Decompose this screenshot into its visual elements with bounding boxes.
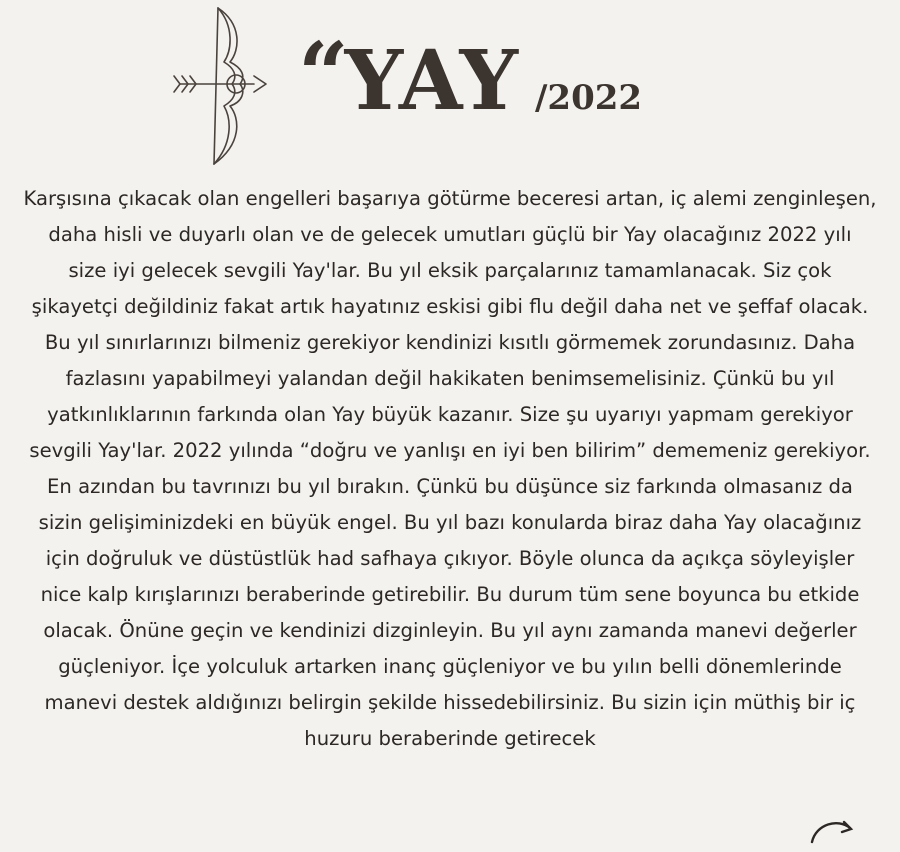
paragraph-line: daha hisli ve duyarlı olan ve de gelecek umutları güçlü bir Yay olacağınız 2022 yılı: [48, 223, 852, 246]
paragraph-line: olacak. Önüne geçin ve kendinizi dizginleyin. Bu yıl aynı zamanda manevi değerler: [43, 619, 857, 642]
page-title: [298, 22, 643, 144]
paragraph-line: size iyi gelecek sevgili Yay'lar. Bu yıl eksik parçalarınız tamamlanacak. Siz çok: [68, 259, 832, 282]
paragraph-line: güçleniyor. İçe yolculuk artarken inanç güçleniyor ve bu yılın belli dönemlerinde: [58, 655, 842, 678]
paragraph-line: için doğruluk ve düstüstlük had safhaya çıkıyor. Böyle olunca da açıkça söyleyişler: [45, 547, 855, 570]
paragraph-line: yatkınlıklarının farkında olan Yay büyük kazanır. Size şu uyarıyı yapmam gerekiyor: [47, 403, 853, 426]
paragraph-line: En azından bu tavrınızı bu yıl bırakın. Çünkü bu düşünce siz farkında olmasanız da: [47, 475, 853, 498]
paragraph-line: nice kalp kırışlarınızı beraberinde getirebilir. Bu durum tüm sene boyunca bu etkide: [40, 583, 860, 606]
paragraph-line: Bu yıl sınırlarınızı bilmeniz gerekiyor kendinizi kısıtlı görmemek zorundasınız. Daha: [44, 331, 856, 354]
title-sign: YAY: [344, 33, 519, 129]
paragraph-line: manevi destek aldığınızı belirgin şekilde hissedebilirsiniz. Bu sizin için müthiş bir iç: [44, 691, 856, 714]
horoscope-paragraph: [0, 181, 900, 757]
paragraph-line: fazlasını yapabilmeyi yalandan değil hakikaten benimsemelisiniz. Çünkü bu yıl: [65, 367, 835, 390]
paragraph-line: sizin gelişiminizdeki en büyük engel. Bu yıl bazı konularda biraz daha Yay olacağınız: [38, 511, 862, 534]
title-quote-mark: “: [298, 22, 345, 126]
title-year: /2022: [535, 78, 643, 118]
paragraph-line: huzuru beraberinde getirecek: [304, 727, 596, 750]
sagittarius-bow-arrow-icon: [170, 2, 270, 170]
next-arrow-icon[interactable]: [808, 812, 858, 852]
paragraph-line: sevgili Yay'lar. 2022 yılında “doğru ve yanlışı en iyi ben bilirim” dememeniz gerekiyor.: [29, 439, 871, 462]
paragraph-line: şikayetçi değildiniz fakat artık hayatınız eskisi gibi flu değil daha net ve şeffaf olacak.: [31, 295, 869, 318]
paragraph-line: Karşısına çıkacak olan engelleri başarıya götürme beceresi artan, iç alemi zenginleşen,: [23, 187, 877, 210]
